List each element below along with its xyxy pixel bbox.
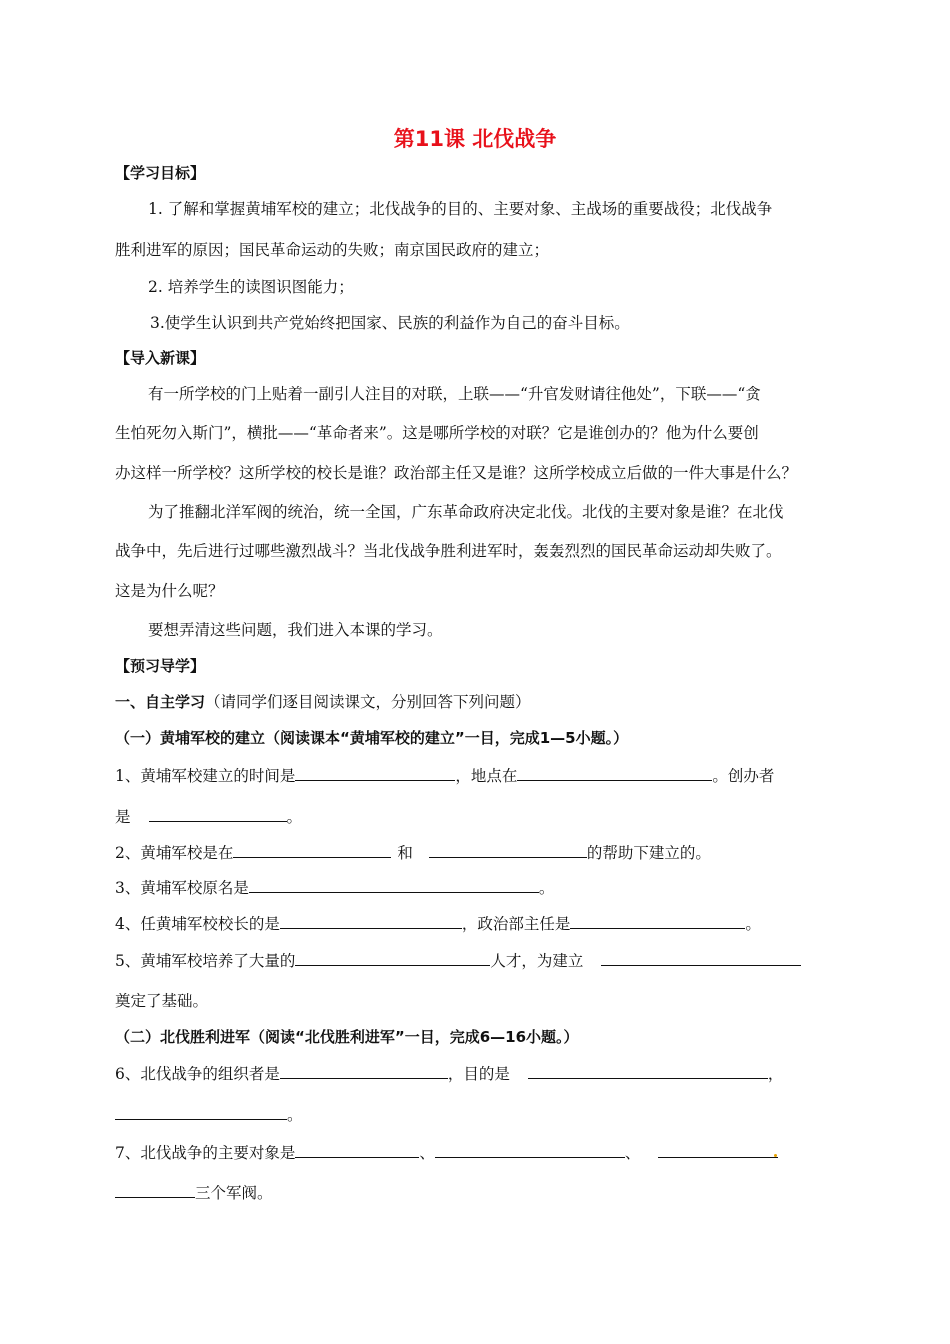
intro-heading: 【导入新课】 <box>115 349 206 367</box>
question-4 <box>115 913 761 934</box>
question-5-text-2: 人才，为建立 <box>490 952 584 970</box>
goal-item-1-line-2: 胜利进军的原因；国民革命运动的失败；南京国民政府的建立； <box>115 241 550 259</box>
answer-blank[interactable] <box>115 1104 287 1120</box>
subsection-1-title: （一）黄埔军校的建立（阅读课本“黄埔军校的建立”一目，完成1—5小题。） <box>115 729 629 747</box>
question-6-line-2 <box>115 1104 303 1125</box>
question-2 <box>115 842 711 863</box>
question-1-line-2 <box>115 806 302 827</box>
question-1-text-4: 是 <box>115 808 131 826</box>
question-6-line-1 <box>115 1063 783 1084</box>
answer-blank[interactable] <box>149 806 287 822</box>
question-6-text-2: ，目的是 <box>447 1065 510 1083</box>
question-7-text: 7、北伐战争的主要对象是 <box>115 1144 296 1162</box>
intro-p2-line-2: 战争中，先后进行过哪些激烈战斗？当北伐战争胜利进军时，轰轰烈烈的国民革命运动却失败了。 <box>115 542 782 560</box>
answer-blank[interactable] <box>280 913 462 929</box>
goal-item-3: 3.使学生认识到共产党始终把国家、民族的利益作为自己的奋斗目标。 <box>150 314 630 332</box>
stray-mark <box>774 1154 777 1157</box>
answer-blank[interactable] <box>295 1142 419 1158</box>
answer-blank[interactable] <box>295 950 490 966</box>
intro-p1-line-2: 生怕死勿入斯门”，横批——“革命者来”。这是哪所学校的对联？它是谁创办的？他为什么要创 <box>115 424 759 442</box>
goal-item-2: 2. 培养学生的读图识图能力； <box>148 278 354 296</box>
subsection-2-title: （二）北伐胜利进军（阅读“北伐胜利进军”一目，完成6—16小题。） <box>115 1028 579 1046</box>
preview-heading: 【预习导学】 <box>115 657 206 675</box>
question-1-line-1 <box>115 765 774 786</box>
answer-blank[interactable] <box>517 765 712 781</box>
lesson-title: 第11课 北伐战争 <box>393 127 557 151</box>
question-7-text-4: 三个军阀。 <box>195 1184 273 1202</box>
answer-blank[interactable] <box>233 842 391 858</box>
question-5-line-2: 奠定了基础。 <box>115 992 209 1010</box>
question-6-text-3: ， <box>767 1065 784 1083</box>
question-3-text: 3、黄埔军校原名是 <box>115 879 249 897</box>
question-2-text-2: 和 <box>397 844 413 862</box>
section-1-note: （请同学们逐目阅读课文，分别回答下列问题） <box>205 693 531 711</box>
question-4-text-3: 。 <box>745 915 761 933</box>
question-1-text-5: 。 <box>286 808 303 826</box>
question-7-text-2: 、 <box>419 1144 435 1162</box>
question-2-text: 2、黄埔军校是在 <box>115 844 234 862</box>
intro-p1-line-1: 有一所学校的门上贴着一副引人注目的对联，上联——“升官发财请往他处”，下联——“贪 <box>148 385 761 403</box>
answer-blank[interactable] <box>570 913 745 929</box>
question-4-text-2: ，政治部主任是 <box>461 915 571 933</box>
question-3 <box>115 877 554 898</box>
section-1-title: 一、自主学习 <box>115 693 206 711</box>
answer-blank[interactable] <box>658 1142 778 1158</box>
question-3-text-2: 。 <box>538 879 555 897</box>
section-1-line <box>115 692 531 712</box>
question-1-text-2: ，地点在 <box>455 767 518 785</box>
answer-blank[interactable] <box>295 765 455 781</box>
goal-item-1-line-1: 1. 了解和掌握黄埔军校的建立；北伐战争的目的、主要对象、主战场的重要战役；北伐战争 <box>148 200 773 218</box>
answer-blank[interactable] <box>435 1142 625 1158</box>
question-7-text-3: 、 <box>624 1144 641 1162</box>
question-6-text-4: 。 <box>287 1106 303 1124</box>
answer-blank[interactable] <box>280 1063 448 1079</box>
answer-blank[interactable] <box>249 877 539 893</box>
intro-p2-line-3: 这是为什么呢？ <box>115 582 224 600</box>
question-5-text: 5、黄埔军校培养了大量的 <box>115 952 296 970</box>
question-7-line-1 <box>115 1142 778 1163</box>
question-7-line-2 <box>115 1182 273 1203</box>
question-5-line-1 <box>115 950 801 971</box>
intro-p3: 要想弄清这些问题，我们进入本课的学习。 <box>148 621 443 639</box>
answer-blank[interactable] <box>528 1063 768 1079</box>
answer-blank[interactable] <box>429 842 587 858</box>
intro-p1-line-3: 办这样一所学校？这所学校的校长是谁？政治部主任又是谁？这所学校成立后做的一件大事是什么？ <box>115 464 798 482</box>
intro-p2-line-1: 为了推翻北洋军阀的统治，统一全国，广东革命政府决定北伐。北伐的主要对象是谁？在北伐 <box>148 503 784 521</box>
answer-blank[interactable] <box>115 1182 195 1198</box>
goals-heading: 【学习目标】 <box>115 164 206 182</box>
question-6-text: 6、北伐战争的组织者是 <box>115 1065 280 1083</box>
question-2-text-3: 的帮助下建立的。 <box>586 844 711 862</box>
answer-blank[interactable] <box>601 950 801 966</box>
question-1-text: 1、黄埔军校建立的时间是 <box>115 767 296 785</box>
question-4-text: 4、任黄埔军校校长的是 <box>115 915 280 933</box>
question-1-text-3: 。创办者 <box>712 767 775 785</box>
